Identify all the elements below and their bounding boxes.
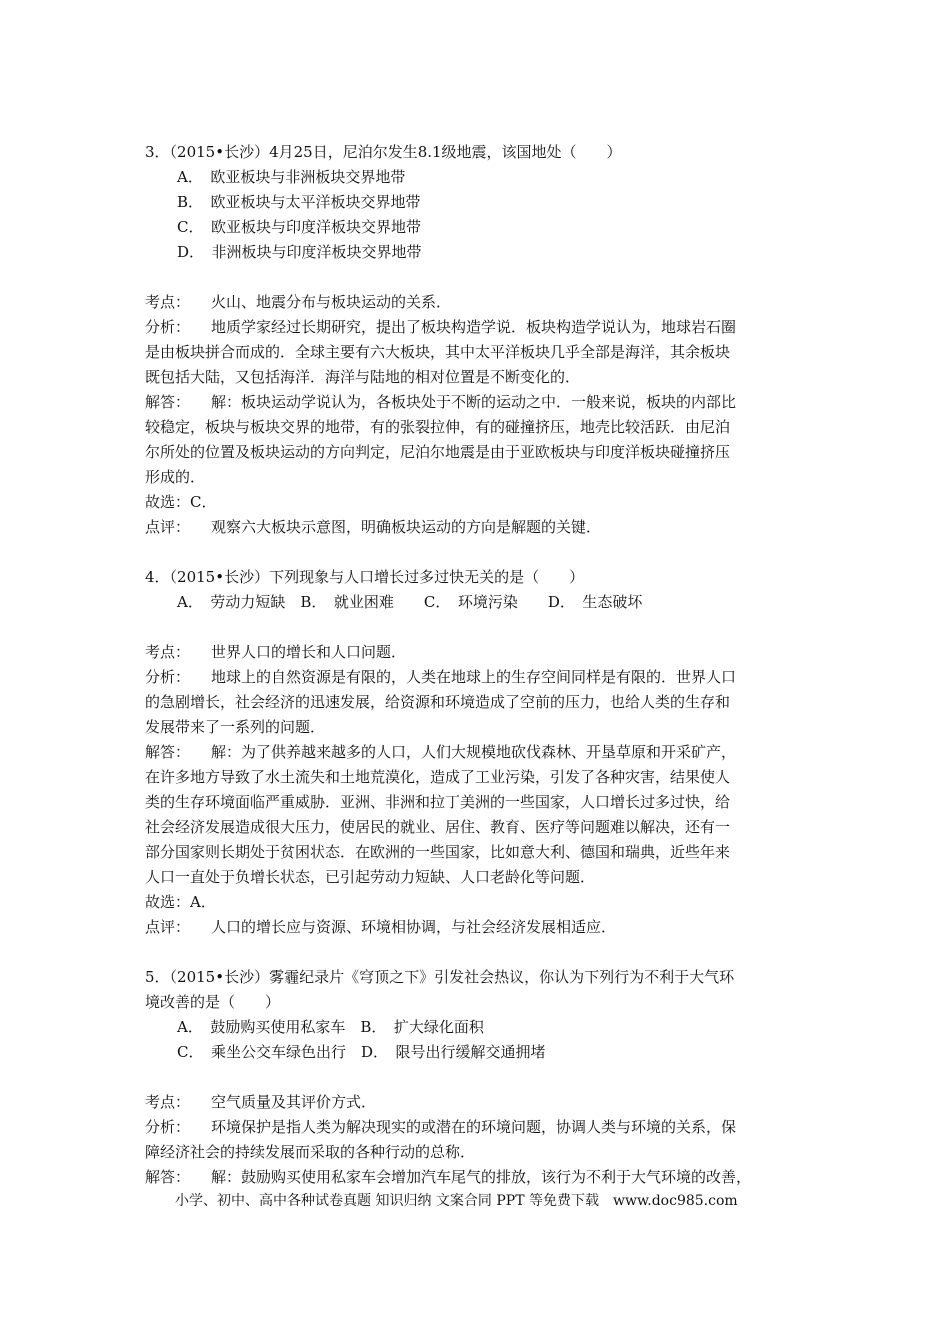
q3-jieda-line-3: 尔所处的位置及板块运动的方向判定，尼泊尔地震是由于亚欧板块与印度洋板块碰撞挤压 <box>145 443 731 461</box>
kaodian-label: 考点： <box>145 293 191 311</box>
kaodian-text: 空气质量及其评价方式． <box>211 1093 377 1111</box>
q5-kaodian <box>145 1090 815 1115</box>
jieda-label: 解答： <box>145 1168 191 1186</box>
q3-option-c: C． 欧亚板块与印度洋板块交界地带 <box>177 218 421 236</box>
q3-fenxi-line-3: 既包括大陆，又包括海洋．海洋与陆地的相对位置是不断变化的． <box>145 368 581 386</box>
q5-jieda-line-1 <box>145 1165 815 1190</box>
fenxi-label: 分析： <box>145 318 191 336</box>
fenxi-label: 分析： <box>145 668 191 686</box>
q3-fenxi-line-1 <box>145 315 815 340</box>
q4-jieda-line-4: 社会经济发展造成很大压力，使居民的就业、居住、教育、医疗等问题难以解决，还有一 <box>145 818 731 836</box>
q5-fenxi-line-1 <box>145 1115 815 1140</box>
q3-option-d: D． 非洲板块与印度洋板块交界地带 <box>177 243 422 261</box>
kaodian-label: 考点： <box>145 643 191 661</box>
dianping-text: 人口的增长应与资源、环境相协调，与社会经济发展相适应． <box>211 918 617 936</box>
spacer <box>145 1065 815 1090</box>
q4-kaodian <box>145 640 815 665</box>
q5-stem-line-2: 境改善的是（ ） <box>145 993 281 1011</box>
q5-stem-line-1: 5．（2015•长沙）雾霾纪录片《穹顶之下》引发社会热议，你认为下列行为不利于大气环 <box>145 968 735 986</box>
q3-jieda-line-2: 较稳定，板块与板块交界的地带，有的张裂拉伸，有的碰撞挤压，地壳比较活跃．由尼泊 <box>145 418 731 436</box>
kaodian-label: 考点： <box>145 1093 191 1111</box>
fenxi-label: 分析： <box>145 1118 191 1136</box>
spacer <box>145 265 815 290</box>
q3-dianping <box>145 515 815 540</box>
q4-fenxi-line-2: 的急剧增长，社会经济的迅速发展，给资源和环境造成了空前的压力，也给人类的生存和 <box>145 693 731 711</box>
q5-options-line-2: C． 乘坐公交车绿色出行 D． 限号出行缓解交通拥堵 <box>177 1043 546 1061</box>
spacer <box>145 940 815 965</box>
fenxi-text: 地球上的自然资源是有限的，人类在地球上的生存空间同样是有限的．世界人口 <box>211 668 737 686</box>
q3-option-a: A． 欧亚板块与非洲板块交界地带 <box>177 168 406 186</box>
q3-option-b: B． 欧亚板块与太平洋板块交界地带 <box>177 193 421 211</box>
q3-answer: 故选：C． <box>145 493 217 511</box>
q4-jieda-line-6: 人口一直处于负增长状态，已引起劳动力短缺、人口老龄化等问题． <box>145 868 596 886</box>
jieda-text: 解：为了供养越来越多的人口，人们大规模地砍伐森林、开垦草原和开采矿产， <box>211 743 737 761</box>
kaodian-text: 世界人口的增长和人口问题． <box>211 643 407 661</box>
q4-stem: 4．（2015•长沙）下列现象与人口增长过多过快无关的是（ ） <box>145 568 585 586</box>
page-footer: 小学、初中、高中各种试卷真题 知识归纳 文案合同 PPT 等免费下载 www.doc985.com <box>175 1193 738 1209</box>
q3-kaodian <box>145 290 815 315</box>
jieda-text: 解：鼓励购买使用私家车会增加汽车尾气的排放，该行为不利于大气环境的改善， <box>211 1168 752 1186</box>
q4-jieda-line-5: 部分国家则长期处于贫困状态．在欧洲的一些国家，比如意大利、德国和瑞典，近些年来 <box>145 843 731 861</box>
q4-options: A． 劳动力短缺 B． 就业困难 C． 环境污染 D． 生态破坏 <box>177 593 643 611</box>
q4-jieda-line-1 <box>145 740 815 765</box>
document-content <box>145 140 815 1190</box>
q4-jieda-line-3: 类的生存环境面临严重威胁．亚洲、非洲和拉丁美洲的一些国家，人口增长过多过快，给 <box>145 793 731 811</box>
q3-jieda-line-1 <box>145 390 815 415</box>
q5-fenxi-line-2: 障经济社会的持续发展而采取的各种行动的总称． <box>145 1143 476 1161</box>
q4-jieda-line-2: 在许多地方导致了水土流失和土地荒漠化，造成了工业污染，引发了各种灾害，结果使人 <box>145 768 731 786</box>
jieda-label: 解答： <box>145 393 191 411</box>
q5-options-line-1: A． 鼓励购买使用私家车 B． 扩大绿化面积 <box>177 1018 484 1036</box>
q3-stem: 3．（2015•长沙）4月25日，尼泊尔发生8.1级地震，该国地处（ ） <box>145 143 622 161</box>
q4-dianping <box>145 915 815 940</box>
jieda-label: 解答： <box>145 743 191 761</box>
q3-jieda-line-4: 形成的． <box>145 468 206 486</box>
jieda-text: 解：板块运动学说认为，各板块处于不断的运动之中．一般来说，板块的内部比 <box>211 393 737 411</box>
q4-fenxi-line-1 <box>145 665 815 690</box>
dianping-text: 观察六大板块示意图，明确板块运动的方向是解题的关键． <box>211 518 602 536</box>
fenxi-text: 地质学家经过长期研究，提出了板块构造学说．板块构造学说认为，地球岩石圈 <box>211 318 737 336</box>
q4-answer: 故选：A． <box>145 893 216 911</box>
spacer <box>145 540 815 565</box>
q3-fenxi-line-2: 是由板块拼合而成的．全球主要有六大板块，其中太平洋板块几乎全部是海洋，其余板块 <box>145 343 731 361</box>
fenxi-text: 环境保护是指人类为解决现实的或潜在的环境问题，协调人类与环境的关系，保 <box>211 1118 737 1136</box>
q4-fenxi-line-3: 发展带来了一系列的问题． <box>145 718 326 736</box>
spacer <box>145 615 815 640</box>
dianping-label: 点评： <box>145 918 191 936</box>
kaodian-text: 火山、地震分布与板块运动的关系． <box>211 293 452 311</box>
dianping-label: 点评： <box>145 518 191 536</box>
